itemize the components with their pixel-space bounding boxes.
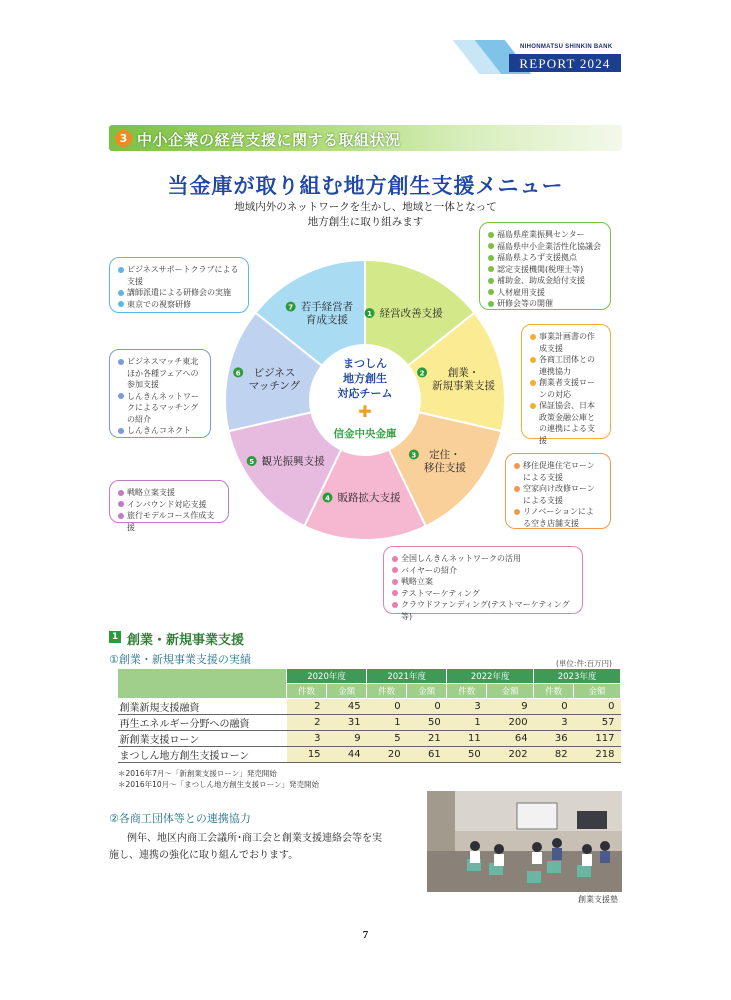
callout-sales xyxy=(383,546,583,621)
callout-young xyxy=(109,257,249,313)
callout-item xyxy=(488,252,602,264)
wheel-segment-label: 販路拡大支援 xyxy=(337,492,401,504)
table-cell: 3 xyxy=(287,731,327,747)
callout-item-text: クラウドファンディング(テストマーケティング等) xyxy=(401,600,570,621)
subsection2-heading: ②各商工団体等との連携協力 xyxy=(109,812,251,825)
column-header: 件数 xyxy=(367,684,407,699)
callout-item-text: バイヤーの紹介 xyxy=(401,565,457,575)
center-line: 地方創生 xyxy=(343,372,387,385)
column-header: 件数 xyxy=(447,684,487,699)
bullet-dot-icon xyxy=(118,359,124,365)
callout-management xyxy=(479,222,611,310)
callout-item-text: 戦略立案 xyxy=(401,577,433,586)
table-cell: 57 xyxy=(574,715,621,731)
callout-item xyxy=(118,391,202,426)
year-header: 2022年度 xyxy=(447,669,534,684)
center-sub: 信金中央金庫 xyxy=(333,428,397,440)
row-label: 新創業支援ローン xyxy=(118,731,287,747)
center-line: 対応チーム xyxy=(337,387,393,400)
bullet-dot-icon xyxy=(530,380,536,386)
table-cell: 3 xyxy=(534,715,574,731)
callout-matching xyxy=(109,349,211,438)
table-cell: 202 xyxy=(487,747,534,763)
callout-item xyxy=(488,287,602,299)
year-header: 2020年度 xyxy=(287,669,367,684)
callout-item xyxy=(392,588,574,600)
table-row xyxy=(118,731,621,747)
segment-number: 7 xyxy=(288,303,294,312)
year-header: 2021年度 xyxy=(367,669,447,684)
callout-item xyxy=(118,510,220,533)
subsection2-body: 施し、連携の強化に取り組んでおります。 xyxy=(109,850,299,861)
callout-item-text: インバウンド対応支援 xyxy=(127,499,207,509)
subsection1-heading: ①創業・新規事業支援の実績 xyxy=(109,653,251,666)
callout-settlement xyxy=(505,453,611,529)
year-header: 2023年度 xyxy=(534,669,621,684)
row-label: 再生エネルギー分野への融資 xyxy=(118,715,287,731)
section-title: 中小企業の経営支援に関する取組状況 xyxy=(137,131,401,149)
photo-caption: 創業支援塾 xyxy=(578,895,618,904)
table-note: ＊2016年7月～「新創業支援ローン」発売開始 xyxy=(118,769,277,778)
callout-item xyxy=(488,241,602,253)
section-number: 3 xyxy=(115,130,132,147)
bullet-dot-icon xyxy=(118,513,124,519)
bullet-dot-icon xyxy=(488,266,494,272)
column-header: 金額 xyxy=(407,684,447,699)
bullet-dot-icon xyxy=(530,334,536,340)
table-cell: 44 xyxy=(327,747,367,763)
callout-item xyxy=(392,576,574,588)
table-cell: 117 xyxy=(574,731,621,747)
table-cell: 3 xyxy=(447,699,487,715)
callout-item-text: 福島県よろず支援拠点 xyxy=(497,253,577,262)
callout-item xyxy=(118,264,240,287)
callout-item xyxy=(118,287,240,299)
table-cell: 21 xyxy=(407,731,447,747)
report-title: REPORT 2024 xyxy=(509,54,621,72)
callout-item-text: 東京での視察研修 xyxy=(127,299,191,309)
table-cell: 9 xyxy=(327,731,367,747)
callout-item-text: 事業計画書の作成支援 xyxy=(539,332,595,353)
callout-item-text: 各商工団体との連携協力 xyxy=(539,355,595,376)
wheel-segment-label: 若手経営者育成支援 xyxy=(300,301,354,327)
callout-item-text: 認定支援機関(税理士等) xyxy=(497,264,584,274)
segment-number: 4 xyxy=(325,494,330,503)
callout-item-text: ビジネスマッチ東北ほか各種フェアへの参加支援 xyxy=(127,357,199,389)
table-cell: 2 xyxy=(287,699,327,715)
unit-label: (単位:件:百万円) xyxy=(556,659,612,668)
bullet-dot-icon xyxy=(392,567,398,573)
segment-number: 3 xyxy=(411,451,417,460)
segment-number: 6 xyxy=(235,369,241,378)
callout-tourism xyxy=(109,480,229,532)
callout-item-text: 移住促進住宅ローンによる支援 xyxy=(523,461,595,482)
bullet-dot-icon xyxy=(488,301,494,307)
bullet-dot-icon xyxy=(488,232,494,238)
callout-item-text: 補助金、助成金給付支援 xyxy=(497,276,585,285)
callout-item-text: 空家向け改修ローンによる支援 xyxy=(523,484,595,505)
bullet-dot-icon xyxy=(488,289,494,295)
callout-item xyxy=(392,599,574,622)
callout-item xyxy=(392,565,574,577)
seminar-photo xyxy=(427,791,622,892)
callout-item xyxy=(392,553,574,565)
callout-item-text: 研修会等の開催 xyxy=(497,299,553,308)
callout-item xyxy=(530,400,602,446)
callout-item xyxy=(514,460,602,483)
bullet-dot-icon xyxy=(514,463,520,469)
callout-item xyxy=(514,506,602,529)
callout-startup xyxy=(521,324,611,445)
callout-item-text: リノベーションによる空き店舗支援 xyxy=(523,507,595,528)
wheel-segment-label: 観光振興支援 xyxy=(261,455,325,468)
callout-item xyxy=(530,331,602,354)
callout-item xyxy=(488,275,602,287)
callout-item xyxy=(118,425,202,437)
table-cell: 31 xyxy=(327,715,367,731)
results-table xyxy=(117,668,621,763)
table-cell: 36 xyxy=(534,731,574,747)
callout-item xyxy=(118,356,202,391)
section1-number: 1 xyxy=(109,631,121,643)
column-header: 金額 xyxy=(574,684,621,699)
table-cell: 1 xyxy=(447,715,487,731)
table-cell: 50 xyxy=(447,747,487,763)
callout-item-text: 全国しんきんネットワークの活用 xyxy=(401,554,521,563)
table-cell: 45 xyxy=(327,699,367,715)
table-cell: 5 xyxy=(367,731,407,747)
callout-item-text: 戦略立案支援 xyxy=(127,488,175,497)
callout-item-text: 人材雇用支援 xyxy=(497,287,545,297)
callout-item-text: 保証協会、日本政策金融公庫との連携による支援 xyxy=(539,401,595,445)
table-cell: 1 xyxy=(367,715,407,731)
bullet-dot-icon xyxy=(392,579,398,585)
bullet-dot-icon xyxy=(118,490,124,496)
row-label: まつしん地方創生支援ローン xyxy=(118,747,287,763)
bullet-dot-icon xyxy=(488,255,494,261)
wheel-segment-label: 経営改善支援 xyxy=(379,307,443,320)
subtitle-line-1: 地域内外のネットワークを生かし、地域と一体となって xyxy=(234,201,497,213)
bullet-dot-icon xyxy=(118,290,124,296)
callout-item xyxy=(118,499,220,511)
callout-item-text: ビジネスサポートクラブによる支援 xyxy=(127,265,239,286)
column-header: 金額 xyxy=(487,684,534,699)
bullet-dot-icon xyxy=(392,590,398,596)
support-wheel-diagram xyxy=(220,255,510,545)
bullet-dot-icon xyxy=(392,556,398,562)
bullet-dot-icon xyxy=(392,602,398,608)
bullet-dot-icon xyxy=(488,243,494,249)
table-row xyxy=(118,715,621,731)
table-cell: 11 xyxy=(447,731,487,747)
wheel-segment-label: 定住・移住支援 xyxy=(423,448,466,474)
bullet-dot-icon xyxy=(514,509,520,515)
callout-item xyxy=(488,264,602,276)
callout-item-text: 創業者支援ローンの対応 xyxy=(539,378,595,399)
table-corner xyxy=(118,669,287,699)
subsection2-body: 例年、地区内商工会議所･商工会と創業支援連絡会等を実 xyxy=(127,833,382,844)
table-cell: 0 xyxy=(534,699,574,715)
callout-item-text: しんきんコネクト xyxy=(127,426,191,435)
table-cell: 0 xyxy=(574,699,621,715)
column-header: 件数 xyxy=(534,684,574,699)
bullet-dot-icon xyxy=(118,501,124,507)
page-number: 7 xyxy=(362,929,369,941)
callout-item-text: しんきんネットワークによるマッチングの紹介 xyxy=(127,391,199,424)
table-cell: 2 xyxy=(287,715,327,731)
table-note: ＊2016年10月～「まつしん地方創生支援ローン」発売開始 xyxy=(118,780,319,789)
bullet-dot-icon xyxy=(118,428,124,434)
wheel-segment-label: 創業・新規事業支援 xyxy=(432,366,496,392)
table-cell: 64 xyxy=(487,731,534,747)
table-row xyxy=(118,747,621,763)
callout-item xyxy=(530,354,602,377)
segment-number: 1 xyxy=(367,310,373,319)
column-header: 金額 xyxy=(327,684,367,699)
bank-name: NIHONMATSU SHINKIN BANK xyxy=(520,44,613,50)
bullet-dot-icon xyxy=(514,486,520,492)
callout-item xyxy=(514,483,602,506)
table-cell: 82 xyxy=(534,747,574,763)
table-row xyxy=(118,699,621,715)
bullet-dot-icon xyxy=(118,267,124,273)
table-cell: 9 xyxy=(487,699,534,715)
callout-item-text: 福島県中小企業活性化協議会 xyxy=(497,241,601,251)
bullet-dot-icon xyxy=(530,357,536,363)
row-label: 創業新規支援融資 xyxy=(118,699,287,715)
section1-title: 創業・新規事業支援 xyxy=(127,633,245,648)
table-cell: 0 xyxy=(407,699,447,715)
segment-number: 2 xyxy=(419,369,425,378)
callout-item-text: 旅行モデルコース作成支援 xyxy=(127,511,215,532)
center-plus-icon: ✚ xyxy=(358,402,372,421)
bullet-dot-icon xyxy=(488,278,494,284)
subtitle-line-2: 地方創生に取り組みます xyxy=(307,216,424,228)
table-cell: 0 xyxy=(367,699,407,715)
table-cell: 200 xyxy=(487,715,534,731)
segment-number: 5 xyxy=(249,457,255,466)
callout-item xyxy=(488,298,602,310)
callout-item xyxy=(118,487,220,499)
bullet-dot-icon xyxy=(118,393,124,399)
callout-item-text: 福島県産業振興センター xyxy=(497,230,585,239)
callout-item xyxy=(488,229,602,241)
table-cell: 20 xyxy=(367,747,407,763)
callout-item xyxy=(118,299,240,311)
table-cell: 61 xyxy=(407,747,447,763)
callout-item xyxy=(530,377,602,400)
main-title: 当金庫が取り組む地方創生支援メニュー xyxy=(167,174,564,198)
callout-item-text: テストマーケティング xyxy=(401,588,480,598)
table-cell: 15 xyxy=(287,747,327,763)
table-cell: 50 xyxy=(407,715,447,731)
bullet-dot-icon xyxy=(118,301,124,307)
table-cell: 218 xyxy=(574,747,621,763)
callout-item-text: 講師派遣による研修会の実施 xyxy=(127,288,231,297)
wheel-segment-label: ビジネスマッチング xyxy=(248,366,301,392)
bullet-dot-icon xyxy=(530,403,536,409)
center-line: まつしん xyxy=(343,357,387,370)
column-header: 件数 xyxy=(287,684,327,699)
